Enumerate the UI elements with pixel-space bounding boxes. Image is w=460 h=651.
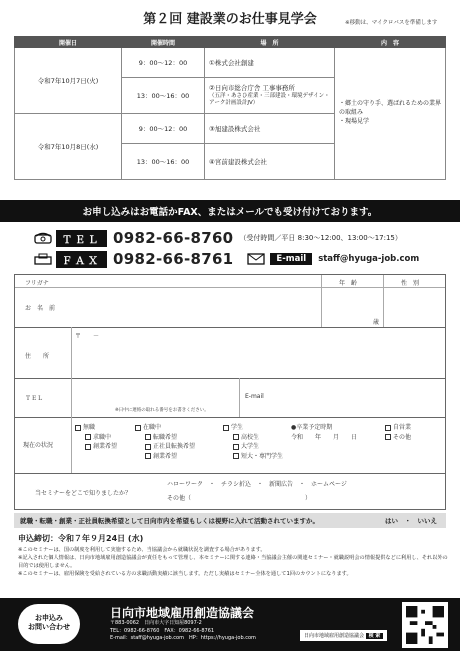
deadline: 申込締切：令和７年９月24日 (水) bbox=[18, 534, 144, 543]
checkbox[interactable] bbox=[145, 453, 151, 459]
tel-row bbox=[34, 229, 454, 247]
footer-address: 〒883-0062 日向市大字日知屋8097-2 TEL：0982-66-8760 FAX：0982-66-8761 E-mail：staff@hyuga-job.com HP：https://hyuga-job.com bbox=[110, 620, 256, 641]
header-date: 開催日 bbox=[15, 37, 122, 48]
tel-hours: （受付時間／平日 8:30～12:00、13:00～17:15） bbox=[239, 234, 402, 242]
age-label: 年 齢 bbox=[339, 280, 358, 287]
status-group-employed: 在職中 転職希望 正社員転換希望 創業希望 bbox=[135, 423, 195, 461]
header-place: 場 所 bbox=[205, 37, 335, 48]
mail-icon bbox=[247, 253, 265, 265]
furigana-label: フリガナ bbox=[25, 280, 49, 287]
checkbox[interactable] bbox=[145, 444, 151, 450]
checkbox[interactable] bbox=[85, 444, 91, 450]
name-label: お 名 前 bbox=[25, 305, 56, 312]
question-bar bbox=[14, 513, 446, 528]
source-other[interactable]: その他（ ） bbox=[167, 495, 312, 502]
place-cell: ④宮前建設株式会社 bbox=[205, 144, 335, 180]
checkbox[interactable] bbox=[385, 425, 391, 431]
note: ※このセミナーは、雇用保険を受給されている方の求職活動実績に該当します。ただし実績はセミナー全体を通して1回のカウントになります。 bbox=[18, 571, 352, 578]
address-label: 住 所 bbox=[25, 353, 50, 360]
graduation: ●卒業予定時期 令和 年 月 日 bbox=[291, 424, 358, 441]
answer-options[interactable]: はい ・ いいえ bbox=[385, 517, 437, 525]
checkbox[interactable] bbox=[75, 425, 81, 431]
fax-icon bbox=[34, 253, 52, 265]
email-field-label: E-mail bbox=[245, 393, 264, 400]
place-cell: ③旭建設株式会社 bbox=[205, 114, 335, 144]
source-options[interactable]: ハローワーク ・ チラシ折込 ・ 新聞広告 ・ ホームページ bbox=[167, 481, 347, 488]
tel-field-label: ＴＥＬ bbox=[25, 395, 44, 402]
header-time: 開催時間 bbox=[122, 37, 205, 48]
notes bbox=[18, 546, 448, 578]
time-cell: 9：00～12：00 bbox=[122, 48, 205, 78]
org-name: 日向市地域雇用創造協議会 bbox=[110, 606, 255, 620]
source-question: 当セミナーをどこで知りましたか？ bbox=[35, 490, 132, 497]
footer bbox=[0, 598, 460, 651]
question: 就職・転職・創業・正社員転換希望として日向市内を希望もしくは視野に入れて活動されていますか。 bbox=[20, 517, 319, 525]
note: ※このセミナーは、国の制度を利用して実施するため、当協議会から就職状況を調査する場合があります。 bbox=[18, 547, 266, 553]
qr-code-icon bbox=[402, 602, 448, 648]
schedule-table bbox=[14, 36, 446, 180]
phone-icon bbox=[34, 232, 52, 244]
tel-number[interactable]: 0982-66-8760 bbox=[113, 229, 234, 247]
email-address[interactable]: staff@hyuga-job.com bbox=[318, 254, 420, 264]
time-cell: 13：00～16：00 bbox=[122, 78, 205, 114]
place-cell: ①株式会社創建 bbox=[205, 48, 335, 78]
content-cell bbox=[335, 48, 446, 180]
email-label: E-mail bbox=[270, 253, 312, 265]
fax-label: ＦＡＸ bbox=[56, 251, 107, 268]
header-content: 内 容 bbox=[335, 37, 446, 48]
gender-label: 性 別 bbox=[401, 280, 420, 287]
status-label: 現在の状況 bbox=[23, 442, 54, 449]
checkbox[interactable] bbox=[233, 434, 239, 440]
checkbox[interactable] bbox=[233, 444, 239, 450]
content-item: ・郷土の守り手、選ばれるための業界の取組み bbox=[339, 100, 442, 117]
age-unit: 歳 bbox=[373, 319, 380, 326]
page-title: 第２回 建設業のお仕事見学会 bbox=[143, 12, 317, 27]
status-group-student: 学生 高校生 大学生 短大・専門学生 bbox=[223, 423, 283, 461]
checkbox[interactable] bbox=[135, 425, 141, 431]
place-sub: （五洋・あさひ産業・三部建設・環境デザイン・アーク計画設計JV） bbox=[209, 92, 330, 106]
time-cell: 13：00～16：00 bbox=[122, 144, 205, 180]
application-form bbox=[14, 274, 446, 510]
time-cell: 9：00～12：00 bbox=[122, 114, 205, 144]
tel-note: ※日中に連絡の取れる番号をお書きください。 bbox=[115, 408, 209, 413]
checkbox[interactable] bbox=[145, 434, 151, 440]
zip-label: 〒 － bbox=[75, 333, 100, 340]
place-cell: ②日向市総合庁舎 工事事務所 bbox=[209, 84, 295, 93]
date-cell: 令和7年10月8日(水) bbox=[15, 114, 122, 180]
search-box[interactable]: 日向市地域雇用創造協議会 検 索 bbox=[300, 630, 387, 641]
checkbox[interactable] bbox=[85, 434, 91, 440]
inquiry-badge: お申込み お問い合わせ bbox=[18, 604, 80, 644]
checkbox[interactable] bbox=[223, 425, 229, 431]
title-note: ※移動は、マイクロバスを準備します bbox=[345, 20, 438, 26]
fax-row bbox=[34, 250, 454, 268]
checkbox[interactable] bbox=[385, 434, 391, 440]
banner: お申し込みはお電話かFAX、またはメールでも受け付けております。 bbox=[0, 200, 460, 222]
fax-number[interactable]: 0982-66-8761 bbox=[113, 250, 234, 268]
status-group-self: 自営業 その他 bbox=[385, 423, 411, 442]
tel-label: ＴＥＬ bbox=[56, 230, 107, 247]
date-cell: 令和7年10月7日(火) bbox=[15, 48, 122, 114]
content-item: ・現場見学 bbox=[339, 117, 370, 125]
status-group-unemployed: 無職 求職中 創業希望 bbox=[75, 423, 117, 452]
note: ※記入された個人情報は、日向市地域雇用創造協議会が責任をもって管理し、本セミナーに関する連絡・当協議会主催の関連セミナー・就職説明会の情報提供などに利用し、それ以外の目的では使用しません。 bbox=[18, 555, 448, 570]
checkbox[interactable] bbox=[233, 453, 239, 459]
